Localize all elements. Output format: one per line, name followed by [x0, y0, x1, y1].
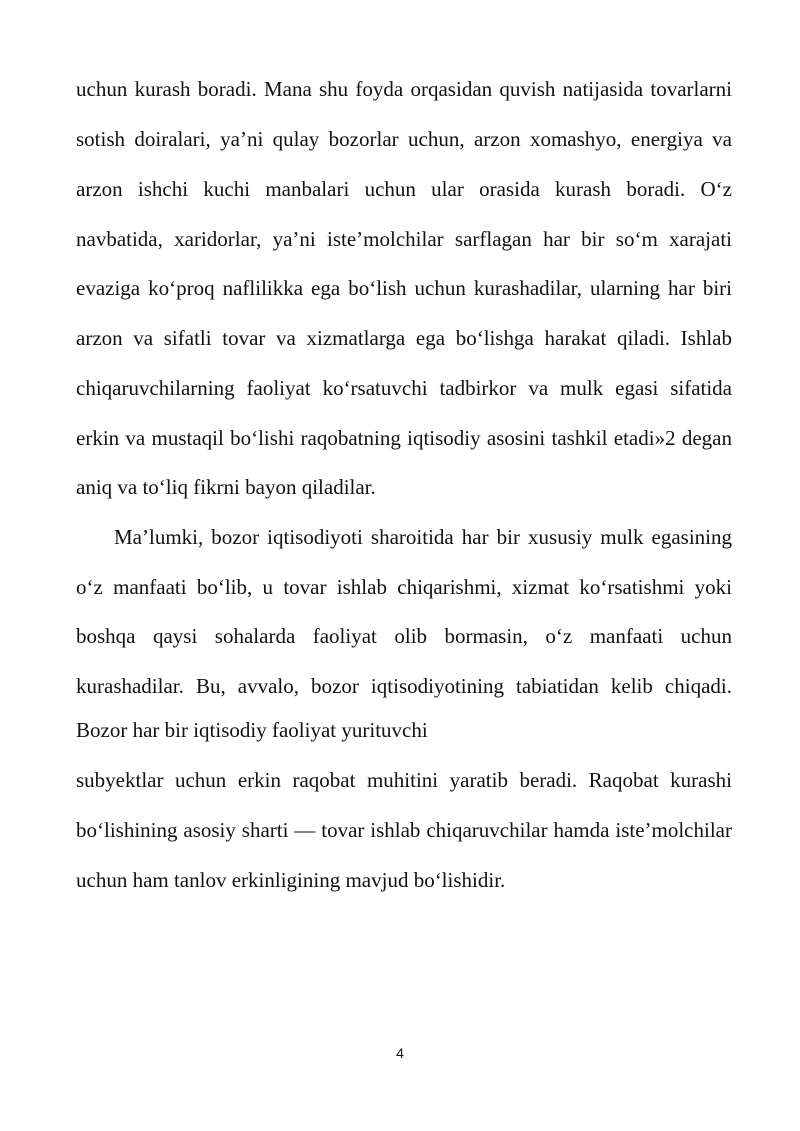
text-line: sotish doiralari, ya’ni qulay bozorlar uchun, arzon xomashyo, energiya va	[76, 127, 732, 151]
text-line: evaziga ko‘proq naflilikka ega bo‘lish uchun kurashadilar, ularning har biri	[76, 276, 732, 300]
text-line: boshqa qaysi sohalarda faoliyat olib bormasin, o‘z manfaati uchun	[76, 624, 732, 648]
text-line: o‘z manfaati bo‘lib, u tovar ishlab chiqarishmi, xizmat ko‘rsatishmi yoki	[76, 575, 732, 599]
text-line: aniq va to‘liq fikrni bayon qiladilar.	[76, 475, 376, 499]
text-line: chiqaruvchilarning faoliyat ko‘rsatuvchi tadbirkor va mulk egasi sifatida	[76, 376, 732, 400]
text-line: arzon va sifatli tovar va xizmatlarga ega bo‘lishga harakat qiladi. Ishlab	[76, 326, 732, 350]
text-line: kurashadilar. Bu, avvalo, bozor iqtisodiyotining tabiatidan kelib chiqadi.	[76, 674, 732, 698]
text-line: erkin va mustaqil bo‘lishi raqobatning iqtisodiy asosini tashkil etadi»2 degan	[76, 426, 732, 450]
page-number: 4	[396, 1045, 404, 1061]
text-line: Ma’lumki, bozor iqtisodiyoti sharoitida har bir xususiy mulk egasining	[114, 525, 732, 549]
text-line: subyektlar uchun erkin raqobat muhitini yaratib beradi. Raqobat kurashi	[76, 768, 732, 792]
text-line: Bozor har bir iqtisodiy faoliyat yurituvchi	[76, 718, 428, 742]
text-line: bo‘lishining asosiy sharti — tovar ishlab chiqaruvchilar hamda iste’molchilar	[76, 818, 732, 842]
text-line: navbatida, xaridorlar, ya’ni iste’molchilar sarflagan har bir so‘m xarajati	[76, 227, 732, 251]
text-line: uchun ham tanlov erkinligining mavjud bo‘lishidir.	[76, 868, 506, 892]
text-line: arzon ishchi kuchi manbalari uchun ular orasida kurash boradi. O‘z	[76, 177, 732, 201]
text-line: uchun kurash boradi. Mana shu foyda orqasidan quvish natijasida tovarlarni	[76, 77, 732, 101]
